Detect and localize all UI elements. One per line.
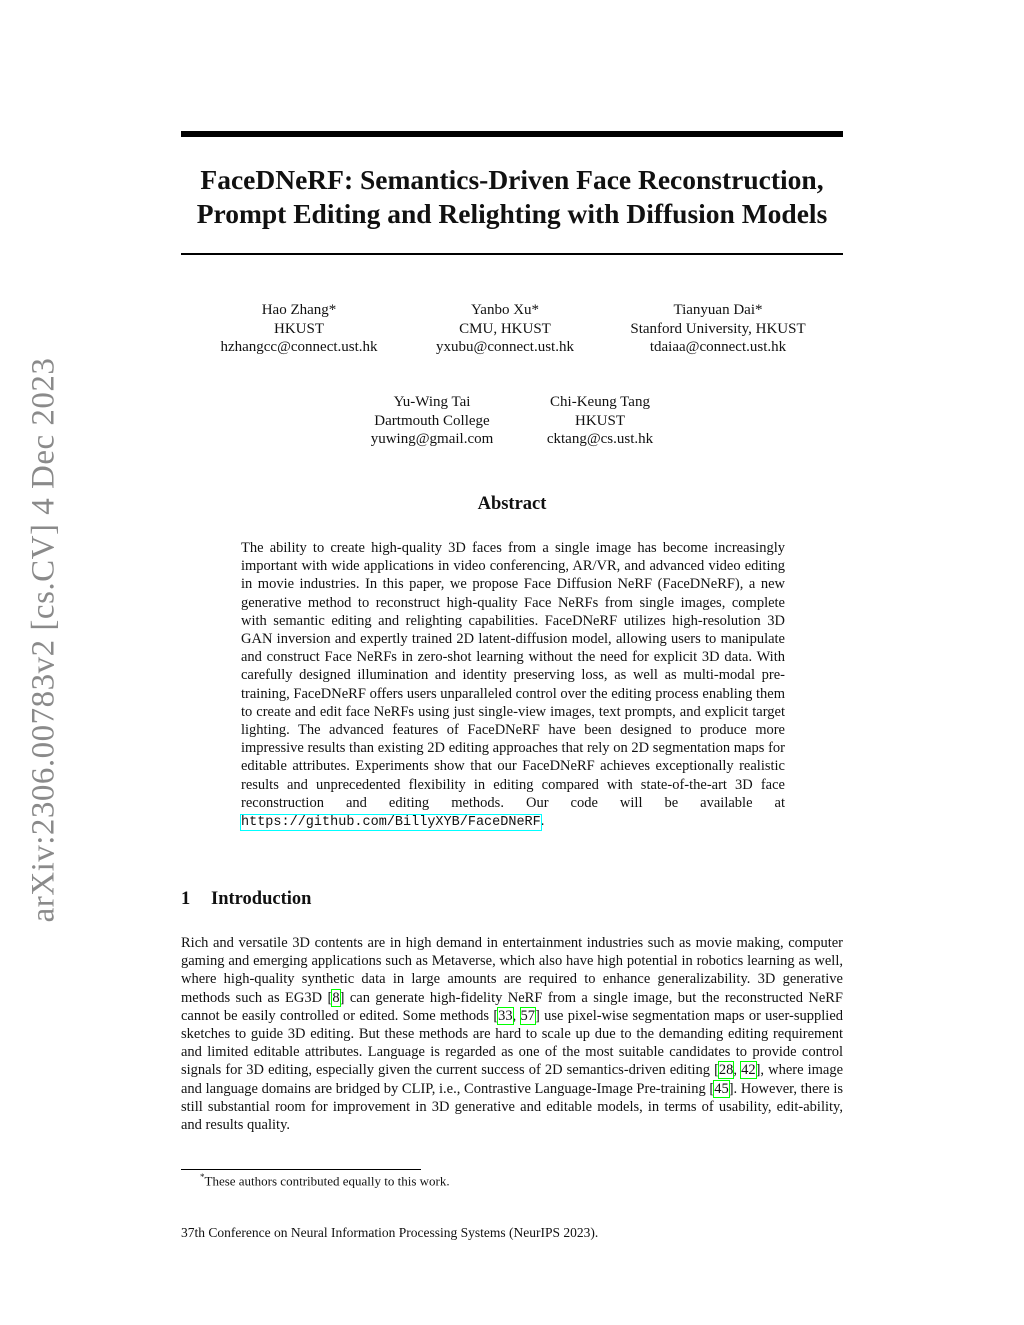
title-line-1: FaceDNeRF: Semantics-Driven Face Reconstruction,	[200, 164, 824, 195]
author-name: Hao Zhang*	[261, 302, 337, 318]
citation-link[interactable]: 42	[741, 1062, 756, 1079]
citation-link[interactable]: 28	[718, 1062, 734, 1079]
author-email: cktang@cs.ust.hk	[546, 431, 654, 447]
citation-link[interactable]: 33	[498, 1007, 513, 1024]
title-line-2: Prompt Editing and Relighting with Diffusion Models	[196, 198, 828, 229]
title-top-rule	[181, 131, 843, 137]
intro-text: ], where image and language domains are bridged by CLIP, i.e., Contrastive Language-Image Pre-training [	[181, 1062, 844, 1097]
author-block-5	[547, 393, 653, 449]
author-name: Chi-Keung Tang	[550, 394, 650, 410]
author-block-4	[371, 393, 494, 449]
abstract-text: The ability to create high-quality 3D faces from a single image has become increasingly important with wide applications in video conferencing, AR/VR, and advanced video editing in movie industries. In this paper, we propose Face Diffusion NeRF (FaceDNeRF), a new generative method to reconstruct high-quality Face NeRFs from single images, complete with semantic editing and relighting capabilities. FaceDNeRF utilizes high-resolution 3D GAN inversion and expertly trained 2D latent-diffusion model, allowing users to manipulate and construct Face NeRFs in zero-shot learning without the need for explicit 3D data. With carefully designed illumination and identity preserving loss, as well as multi-modal pre-training, FaceDNeRF offers users unparalleled control over the editing process enabling them to create and edit face NeRFs using just single-view images, text prompts, and explicit target lighting. The advanced features of FaceDNeRF have been designed to produce more impressive results than existing 2D editing approaches that rely on 2D segmentation maps for editable attributes. Experiments show that our FaceDNeRF achieves exceptionally realistic results and unprecedented flexibility in editing compared with state-of-the-art 3D face reconstruction and editing methods. Our code will be available at	[241, 540, 785, 811]
author-email: yxubu@connect.ust.hk	[436, 339, 574, 355]
author-block-2	[436, 301, 574, 357]
citation-link[interactable]: 8	[332, 989, 340, 1006]
abstract-heading: Abstract	[477, 494, 547, 514]
section-number: 1	[181, 889, 191, 909]
footnote-text: These authors contributed equally to this work.	[204, 1173, 450, 1189]
author-name: Yanbo Xu*	[470, 302, 540, 318]
introduction-paragraph	[181, 934, 843, 1134]
intro-text: ,	[733, 1062, 742, 1079]
title-bottom-rule	[181, 253, 843, 255]
footnote-rule	[181, 1169, 421, 1170]
author-affiliation: Dartmouth College	[374, 412, 490, 429]
intro-text: ] use pixel-wise segmentation maps or user-supplied sketches to guide 3D editing. But these methods are hard to scale up due to the demanding editing requirement and limited editable attributes. Language is regarded as one of the most suitable candidates to provide control signals for 3D editing, especially given the current success of 2D semantics-driven editing [	[181, 1007, 843, 1079]
code-repository-link[interactable]: https://github.com/BillyXYB/FaceDNeRF	[241, 815, 541, 831]
author-name: Yu-Wing Tai	[393, 394, 471, 410]
abstract-end: .	[540, 813, 545, 830]
conference-venue: 37th Conference on Neural Information Processing Systems (NeurIPS 2023).	[181, 1225, 599, 1240]
citation-link[interactable]: 45	[714, 1080, 729, 1097]
intro-text: ]. However, there is still substantial room for improvement in 3D generative and editable models, in terms of usability, edit-ability, and results quality.	[181, 1080, 844, 1134]
intro-text: Rich and versatile 3D contents are in high demand in entertainment industries such as movie making, computer gaming and emerging applications such as Metaverse, which also have high potential in robotics learning as well, where high-quality synthetic data in large amounts are required to enhance generalizability. 3D generative methods such as EG3D [	[181, 935, 843, 1006]
author-block-1	[220, 301, 377, 357]
author-block-3	[630, 301, 805, 357]
author-email: hzhangcc@connect.ust.hk	[220, 339, 378, 355]
author-affiliation: HKUST	[273, 320, 324, 337]
paper-title	[181, 163, 843, 231]
section-heading-introduction	[181, 889, 311, 910]
author-name: Tianyuan Dai*	[673, 302, 763, 318]
author-affiliation: HKUST	[574, 412, 626, 429]
section-title: Introduction	[211, 889, 312, 909]
intro-text: ,	[512, 1007, 521, 1024]
author-email: yuwing@gmail.com	[370, 431, 494, 447]
author-email: tdaiaa@connect.ust.hk	[649, 339, 787, 355]
footnote-mark: *	[200, 1172, 205, 1182]
author-affiliation: CMU, HKUST	[459, 320, 551, 337]
author-affiliation: Stanford University, HKUST	[630, 320, 806, 337]
intro-text: ] can generate high-fidelity NeRF from a single image, but the reconstructed NeRF cannot be easily controlled or edited. Some methods [	[181, 989, 843, 1024]
arxiv-identifier-stamp: arXiv:2306.00783v2 [cs.CV] 4 Dec 2023	[25, 357, 62, 923]
citation-link[interactable]: 57	[520, 1007, 536, 1024]
abstract-body	[241, 539, 785, 832]
footnote	[200, 1172, 450, 1189]
